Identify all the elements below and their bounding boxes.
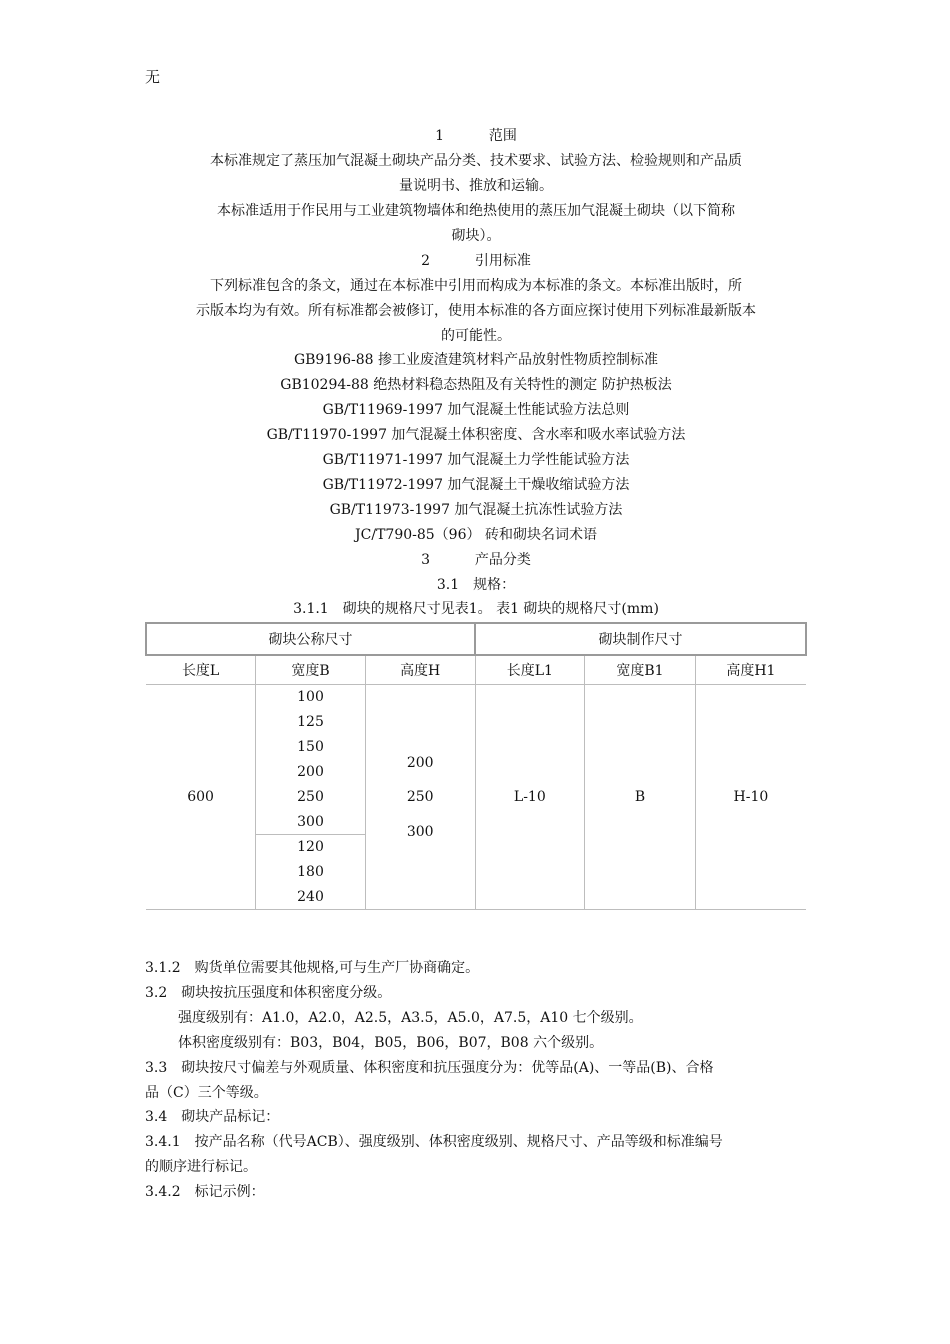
section-1-para1-line2: 量说明书、推放和运输。 bbox=[399, 178, 553, 194]
table-cell-b: 125 bbox=[256, 710, 366, 735]
subsection-3-1-2: 3.1.2 购货单位需要其他规格,可与生产厂协商确定。 bbox=[145, 960, 480, 976]
spec-table bbox=[145, 622, 807, 910]
table-cell-h1: H-10 bbox=[695, 685, 806, 910]
table-col-header-l1: 长度L1 bbox=[475, 655, 585, 685]
standard-item: GB/T11970-1997 加气混凝土体积密度、含水率和吸水率试验方法 bbox=[266, 427, 686, 443]
section-1-title: 范围 bbox=[488, 128, 517, 144]
table-cell-h: 250 bbox=[365, 785, 475, 810]
subsection-3-3-line1: 3.3 砌块按尺寸偏差与外观质量、体积密度和抗压强度分为：优等品(A)、一等品(B)、合格 bbox=[145, 1060, 714, 1076]
section-1-number: 1 bbox=[435, 128, 444, 144]
section-1-para1-line1: 本标准规定了蒸压加气混凝土砌块产品分类、技术要求、试验方法、检验规则和产品质 bbox=[210, 153, 742, 169]
standard-item: GB/T11969-1997 加气混凝土性能试验方法总则 bbox=[322, 402, 630, 418]
section-1-heading bbox=[145, 124, 807, 149]
table-col-header-h1: 高度H1 bbox=[695, 655, 806, 685]
subsection-3-4-2: 3.4.2 标记示例： bbox=[145, 1184, 265, 1200]
standard-item: GB/T11973-1997 加气混凝土抗冻性试验方法 bbox=[329, 502, 623, 518]
standard-item: GB10294-88 绝热材料稳态热阻及有关特性的测定 防护热板法 bbox=[280, 377, 672, 393]
section-3-title: 产品分类 bbox=[474, 552, 531, 568]
table-col-header-h: 高度H bbox=[365, 655, 475, 685]
standard-item: GB/T11971-1997 加气混凝土力学性能试验方法 bbox=[322, 452, 630, 468]
table-cell-b: 240 bbox=[256, 885, 366, 910]
section-3-number: 3 bbox=[421, 552, 430, 568]
table-group-made: 砌块制作尺寸 bbox=[475, 623, 806, 655]
table-cell-b: 300 bbox=[256, 810, 366, 835]
table-cell-b: 100 bbox=[256, 685, 366, 710]
subsection-3-4-1-line2: 的顺序进行标记。 bbox=[145, 1159, 257, 1175]
standard-item: JC/T790-85（96） 砖和砌块名词术语 bbox=[355, 527, 597, 543]
table-col-header-b1: 宽度B1 bbox=[585, 655, 696, 685]
table-cell-b1: B bbox=[585, 685, 696, 910]
table-cell-h: 300 bbox=[365, 810, 475, 910]
subsection-3-1: 3.1 规格： bbox=[436, 577, 516, 593]
density-grades: 体积密度级别有：B03，B04，B05，B06，B07，B08 六个级别。 bbox=[178, 1035, 604, 1051]
section-2-para-line1: 下列标准包含的条文，通过在本标准中引用而构成为本标准的条文。本标准出版时，所 bbox=[210, 278, 742, 294]
table-cell-b: 200 bbox=[256, 760, 366, 785]
table-cell-l1: L-10 bbox=[475, 685, 585, 910]
section-1-para2-line1: 本标准适用于作民用与工业建筑物墙体和绝热使用的蒸压加气混凝土砌块（以下简称 bbox=[217, 203, 735, 219]
table-cell-b: 250 bbox=[256, 785, 366, 810]
subsection-3-3-line2: 品（C）三个等级。 bbox=[145, 1085, 268, 1101]
section-2-para-line2: 示版本均为有效。所有标准都会被修订，使用本标准的各方面应探讨使用下列标准最新版本 bbox=[196, 303, 756, 319]
section-2-title: 引用标准 bbox=[474, 253, 531, 269]
table-cell-b: 150 bbox=[256, 735, 366, 760]
standard-item: GB9196-88 掺工业废渣建筑材料产品放射性物质控制标准 bbox=[293, 352, 659, 368]
strength-grades: 强度级别有：A1.0，A2.0，A2.5，A3.5，A5.0，A7.5，A10 七个级别。 bbox=[178, 1010, 643, 1026]
standard-item: GB/T11972-1997 加气混凝土干燥收缩试验方法 bbox=[322, 477, 630, 493]
section-2-number: 2 bbox=[421, 253, 430, 269]
header-mark: 无 bbox=[145, 68, 161, 86]
table-cell-b: 120 bbox=[256, 835, 366, 860]
section-2-para-line3: 的可能性。 bbox=[441, 328, 511, 344]
table-col-header-l: 长度L bbox=[146, 655, 256, 685]
subsection-3-4-1-line1: 3.4.1 按产品名称（代号ACB）、强度级别、体积密度级别、规格尺寸、产品等级和标准编号 bbox=[145, 1134, 723, 1150]
table-group-nominal: 砌块公称尺寸 bbox=[146, 623, 475, 655]
table-col-header-b: 宽度B bbox=[256, 655, 366, 685]
subsection-3-2: 3.2 砌块按抗压强度和体积密度分级。 bbox=[145, 985, 392, 1001]
subsection-3-4: 3.4 砌块产品标记： bbox=[145, 1109, 280, 1125]
subsection-3-1-1-caption: 3.1.1 砌块的规格尺寸见表1。 表1 砌块的规格尺寸(mm) bbox=[293, 601, 659, 617]
section-1-para2-line2: 砌块）。 bbox=[451, 228, 501, 244]
section-3-heading bbox=[145, 548, 807, 573]
table-cell-b: 180 bbox=[256, 860, 366, 885]
table-cell-l: 600 bbox=[146, 685, 256, 910]
table-cell-h: 200 bbox=[365, 685, 475, 785]
section-2-heading bbox=[145, 249, 807, 274]
